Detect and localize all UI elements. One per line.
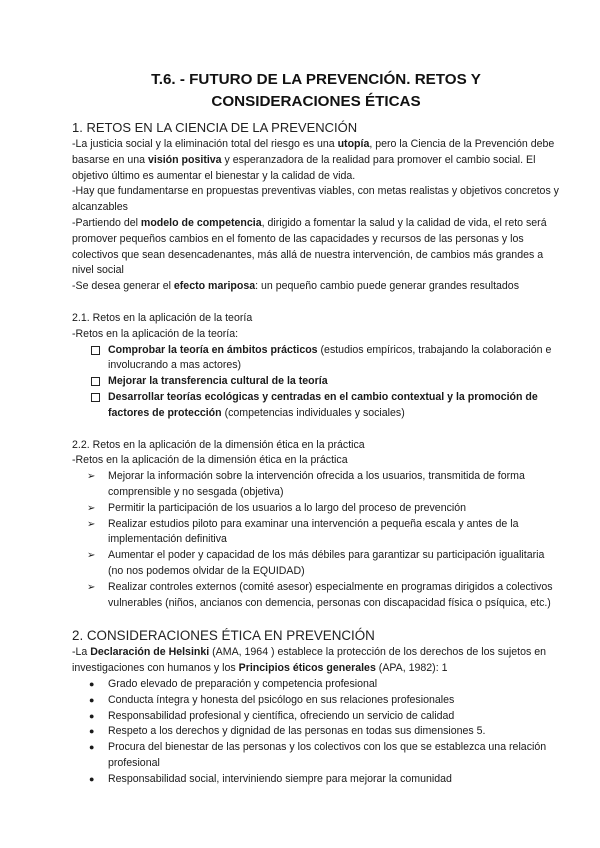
section-2-1-intro: -Retos en la aplicación de la teoría: xyxy=(72,327,239,340)
list-item: ● Responsabilidad profesional y científica, ofreciendo un servicio de calidad xyxy=(72,709,560,725)
bullet-icon: ● xyxy=(89,742,95,753)
section-1-paragraph-3: -Partiendo del modelo de competencia, dirigido a fomentar la salud y la calidad de vida, el reto será promover pequeños cambios en el fomento de las capacidades y recursos de las personas y los colectivos que sean desencadenantes, más allá de nuestra intervención, de cambios más grandes a nivel social xyxy=(72,216,547,277)
arrow-icon: ➢ xyxy=(87,518,96,530)
title-line-1: T.6. - FUTURO DE LA PREVENCIÓN. RETOS Y xyxy=(151,71,481,88)
section-2-intro: -La Declaración de Helsinki (AMA, 1964 ) establece la protección de los derechos de los sujetos en investigaciones con humanos y los Principios éticos generales (APA, 1982): 1 xyxy=(72,646,547,675)
list-item: ➢ Realizar controles externos (comité asesor) especialmente en programas dirigidos a colectivos vulnerables (niños, ancianos con demencia, personas con discapacidad física o psíquica, etc.) xyxy=(87,580,553,609)
checklist xyxy=(72,343,560,422)
bullet-icon: ● xyxy=(89,710,95,721)
bullet-icon: ● xyxy=(89,694,95,705)
arrow-icon: ➢ xyxy=(87,502,96,514)
list-item: ● Respeto a los derechos y dignidad de las personas en todas sus dimensiones 5. xyxy=(72,724,560,740)
section-1-paragraph-2: -Hay que fundamentarse en propuestas preventivas viables, con metas realistas y objetivos concretos y alcanzables xyxy=(72,185,559,214)
list-item: ● Grado elevado de preparación y competencia profesional xyxy=(72,677,560,693)
list-item: ➢ Realizar estudios piloto para examinar una intervención a pequeña escala y antes de la implementación definitiva xyxy=(87,517,519,546)
section-2-2-intro: -Retos en la aplicación de la dimensión ética en la práctica xyxy=(72,454,348,467)
arrow-icon: ➢ xyxy=(87,550,96,562)
list-item: ● Responsabilidad social, interviniendo siempre para mejorar la comunidad xyxy=(72,772,560,788)
checklist-item: Mejorar la transferencia cultural de la teoría xyxy=(72,374,560,390)
bullet-icon: ● xyxy=(89,773,95,784)
list-item: ➢ Aumentar el poder y capacidad de los más débiles para garantizar su participación igualitaria (no nos podemos olvidar de la EQUIDAD) xyxy=(87,549,545,577)
list-item: ➢ Permitir la participación de los usuarios a lo largo del proceso de prevención xyxy=(72,501,560,517)
checkbox-icon xyxy=(91,346,100,355)
arrow-icon: ➢ xyxy=(87,581,96,593)
list-item: ● Procura del bienestar de las personas y los colectivos con los que se establezca una relación profesional xyxy=(89,741,547,769)
title-line-2: CONSIDERACIONES ÉTICAS xyxy=(211,93,421,110)
section-1-paragraph-1: -La justicia social y la eliminación total del riesgo es una utopía, pero la Ciencia de la Prevención debe basarse en una visión positiva y esperanzadora de la realidad para promover el cambio social. El objetivo último es aumentar el bienestar y la calidad de vida. xyxy=(72,138,555,182)
bullet-list xyxy=(72,677,560,788)
list-item: ➢ Mejorar la información sobre la intervención ofrecida a los usuarios, transmitida de forma comprensible y no sesgada (objetiva) xyxy=(87,470,525,498)
section-1-paragraph-4: -Se desea generar el efecto mariposa: un pequeño cambio puede generar grandes resultados xyxy=(72,280,519,293)
section-2-heading: 2. CONSIDERACIONES ÉTICA EN PREVENCIÓN xyxy=(72,628,375,644)
section-2-2-heading: 2.2. Retos en la aplicación de la dimensión ética en la práctica xyxy=(72,438,365,451)
list-item: ● Conducta íntegra y honesta del psicólogo en sus relaciones profesionales xyxy=(72,693,560,709)
checkbox-icon xyxy=(91,393,100,402)
arrow-list xyxy=(72,469,560,611)
bullet-icon: ● xyxy=(89,678,95,689)
checkbox-icon xyxy=(91,377,100,386)
bullet-icon: ● xyxy=(89,726,95,737)
section-1-heading: 1. RETOS EN LA CIENCIA DE LA PREVENCIÓN xyxy=(72,120,358,135)
checklist-item: Desarrollar teorías ecológicas y centradas en el cambio contextual y la promoción de factores de protección (competencias individuales y sociales) xyxy=(72,390,560,422)
checklist-item: Comprobar la teoría en ámbitos prácticos (estudios empíricos, trabajando la colaboración e involucrando a mas actores) xyxy=(72,343,560,375)
arrow-icon: ➢ xyxy=(87,471,96,483)
page-title xyxy=(72,69,560,113)
section-2-1-heading: 2.1. Retos en la aplicación de la teoría xyxy=(72,311,253,324)
